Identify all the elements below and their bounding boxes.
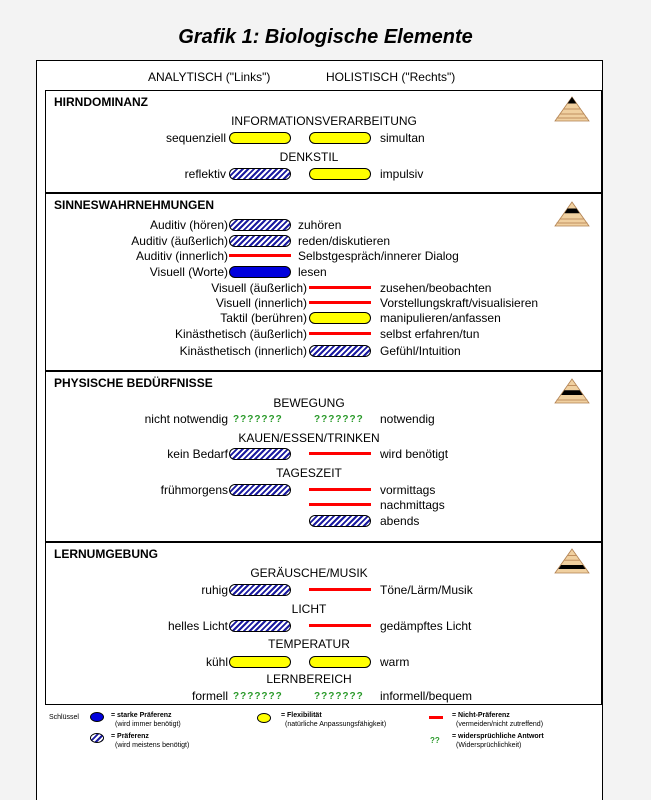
legend-non-preference-title: = Nicht-Präferenz	[452, 712, 510, 719]
legend-strong-sub: (wird immer benötigt)	[115, 721, 181, 728]
group-heading: LICHT	[291, 602, 327, 616]
flexibility-indicator	[309, 312, 371, 324]
left-label: Visuell (innerlich)	[215, 296, 307, 310]
preference-indicator	[229, 620, 291, 632]
right-label: Töne/Lärm/Musik	[380, 583, 473, 597]
right-label: selbst erfahren/tun	[380, 327, 480, 341]
column-header-analytical: ANALYTISCH ("Links")	[148, 70, 271, 84]
preference-indicator	[229, 484, 291, 496]
right-label: Vorstellungskraft/visualisieren	[380, 296, 539, 310]
strong-preference-indicator	[229, 266, 291, 278]
left-label: Kinästhetisch (äußerlich)	[174, 327, 307, 341]
right-label: impulsiv	[380, 167, 424, 181]
right-label: reden/diskutieren	[298, 234, 391, 248]
left-label: Visuell (äußerlich)	[211, 281, 307, 295]
right-label: zuhören	[298, 218, 342, 232]
right-label: informell/bequem	[380, 689, 473, 703]
non-preference-indicator	[309, 624, 371, 627]
pyramid-icon	[554, 378, 590, 404]
non-preference-indicator	[309, 488, 371, 491]
right-label: zusehen/beobachten	[380, 281, 492, 295]
left-label: sequenziell	[165, 131, 226, 145]
flexibility-indicator	[229, 132, 291, 144]
section-title: LERNUMGEBUNG	[54, 547, 158, 561]
right-label: warm	[380, 655, 410, 669]
left-label: frühmorgens	[160, 483, 228, 497]
column-header-holistic: HOLISTISCH ("Rechts")	[326, 70, 456, 84]
contradiction-marker: ???????	[314, 414, 364, 425]
left-label: helles Licht	[167, 619, 228, 633]
left-label: Auditiv (innerlich)	[135, 249, 228, 263]
left-label: nicht notwendig	[144, 412, 228, 426]
preference-indicator	[229, 219, 291, 231]
right-label: Selbstgespräch/innerer Dialog	[298, 249, 459, 263]
legend-flexibility-swatch	[257, 713, 271, 723]
group-heading: INFORMATIONSVERARBEITUNG	[231, 114, 417, 128]
legend-strong-swatch	[90, 712, 104, 722]
left-label: ruhig	[201, 583, 228, 597]
legend-non-preference-swatch	[429, 716, 443, 719]
non-preference-indicator	[309, 452, 371, 455]
preference-indicator	[229, 448, 291, 460]
section-title: HIRNDOMINANZ	[54, 95, 148, 109]
non-preference-indicator	[309, 286, 371, 289]
non-preference-indicator	[309, 332, 371, 335]
right-label: vormittags	[380, 483, 436, 497]
group-heading: BEWEGUNG	[273, 396, 345, 410]
left-label: kein Bedarf	[167, 447, 228, 461]
flexibility-indicator	[309, 132, 371, 144]
preference-indicator	[229, 584, 291, 596]
preference-indicator	[229, 235, 291, 247]
left-label: Auditiv (hören)	[149, 218, 228, 232]
group-heading: DENKSTIL	[279, 150, 339, 164]
legend-preference-title: = Präferenz	[111, 733, 149, 740]
right-label: wird benötigt	[380, 447, 449, 461]
legend-flexibility-title: = Flexibilität	[281, 712, 322, 719]
group-heading: GERÄUSCHE/MUSIK	[250, 566, 368, 580]
group-heading: KAUEN/ESSEN/TRINKEN	[238, 431, 380, 445]
legend-label: Schlüssel	[49, 714, 79, 721]
legend-contradiction-swatch: ??	[430, 736, 440, 745]
contradiction-marker: ???????	[314, 691, 364, 702]
group-heading: LERNBEREICH	[266, 672, 352, 686]
section-title: PHYSISCHE BEDÜRFNISSE	[54, 376, 213, 390]
left-label: kühl	[205, 655, 228, 669]
left-label: Auditiv (äußerlich)	[131, 234, 228, 248]
legend-contradiction-sub: (Widersprüchlichkeit)	[456, 742, 522, 749]
flexibility-indicator	[309, 656, 371, 668]
left-label: formell	[191, 689, 228, 703]
preference-indicator	[309, 515, 371, 527]
legend-flexibility-sub: (natürliche Anpassungsfähigkeit)	[285, 721, 387, 728]
section-title: SINNESWAHRNEHMUNGEN	[54, 198, 215, 212]
legend	[45, 708, 602, 756]
pyramid-icon	[554, 96, 590, 122]
pyramid-icon	[554, 201, 590, 227]
preference-indicator	[309, 345, 371, 357]
legend-preference-sub: (wird meistens benötigt)	[115, 742, 190, 749]
right-label: manipulieren/anfassen	[380, 311, 501, 325]
flexibility-indicator	[309, 168, 371, 180]
left-label: Taktil (berühren)	[220, 311, 307, 325]
group-heading: TAGESZEIT	[276, 466, 342, 480]
non-preference-indicator	[309, 588, 371, 591]
non-preference-indicator	[229, 254, 291, 257]
preference-indicator	[229, 168, 291, 180]
group-heading: TEMPERATUR	[268, 637, 350, 651]
legend-preference-swatch	[90, 733, 104, 743]
non-preference-indicator	[309, 503, 371, 506]
left-label: reflektiv	[184, 167, 226, 181]
legend-strong-title: = starke Präferenz	[111, 712, 172, 719]
pyramid-icon	[554, 548, 590, 574]
contradiction-marker: ???????	[233, 414, 283, 425]
non-preference-indicator	[309, 301, 371, 304]
contradiction-marker: ???????	[233, 691, 283, 702]
right-label: Gefühl/Intuition	[380, 344, 461, 358]
right-label: nachmittags	[380, 498, 445, 512]
right-label: gedämpftes Licht	[380, 619, 472, 633]
page-title: Grafik 1: Biologische Elemente	[178, 26, 473, 48]
left-label: Visuell (Worte)	[149, 265, 228, 279]
left-label: Kinästhetisch (innerlich)	[179, 344, 307, 358]
right-label: simultan	[380, 131, 425, 145]
legend-non-preference-sub: (vermeiden/nicht zutreffend)	[456, 721, 544, 728]
flexibility-indicator	[229, 656, 291, 668]
right-label: abends	[380, 514, 420, 528]
right-label: lesen	[298, 265, 327, 279]
right-label: notwendig	[380, 412, 435, 426]
legend-contradiction-title: = widersprüchliche Antwort	[452, 733, 544, 740]
